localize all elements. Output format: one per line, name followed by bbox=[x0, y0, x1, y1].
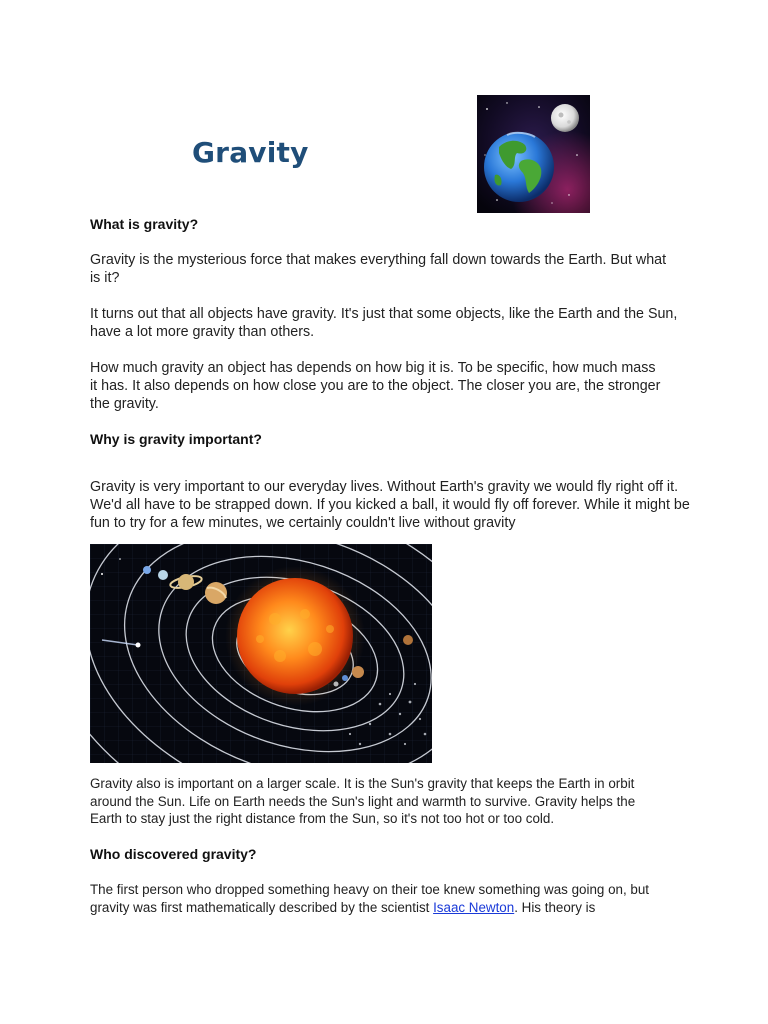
paragraph-text: The first person who dropped something heavy on their toe knew something was going on, but gravity was first mathematically described by the scientist bbox=[90, 882, 650, 915]
paragraph-newton bbox=[90, 881, 680, 916]
section-heading-what-is-gravity: What is gravity? bbox=[90, 216, 199, 232]
paragraph: It turns out that all objects have gravity. It's just that some objects, like the Earth and the Sun, have a lot more gravity than others. bbox=[90, 306, 678, 340]
section-heading-why-important: Why is gravity important? bbox=[90, 431, 262, 447]
solar-system-image bbox=[90, 544, 432, 763]
paragraph-text: . His theory is bbox=[514, 899, 596, 915]
section-heading-who-discovered: Who discovered gravity? bbox=[90, 846, 257, 862]
isaac-newton-link[interactable]: Isaac Newton bbox=[433, 899, 515, 915]
paragraph: Gravity is very important to our everyday lives. Without Earth's gravity we would fly right off it. We'd all have to be strapped down. If you kicked a ball, it would fly off forever. While it might be fun to try for a few minutes, we certainly couldn't live without gravity bbox=[90, 479, 690, 531]
paragraph: Gravity is the mysterious force that makes everything fall down towards the Earth. But what is it? bbox=[90, 252, 667, 286]
paragraph: How much gravity an object has depends on how big it is. To be specific, how much mass it has. It also depends on how close you are to the object. The closer you are, the stronger the gravity. bbox=[90, 360, 661, 412]
paragraph: Gravity also is important on a larger scale. It is the Sun's gravity that keeps the Earth in orbit around the Sun. Life on Earth needs the Sun's light and warmth to survive. Gravity helps the Earth to stay just the right distance from the Sun, so it's not too hot or too cold. bbox=[90, 776, 636, 826]
page-title: Gravity bbox=[192, 136, 309, 169]
earth-moon-image bbox=[477, 95, 590, 213]
